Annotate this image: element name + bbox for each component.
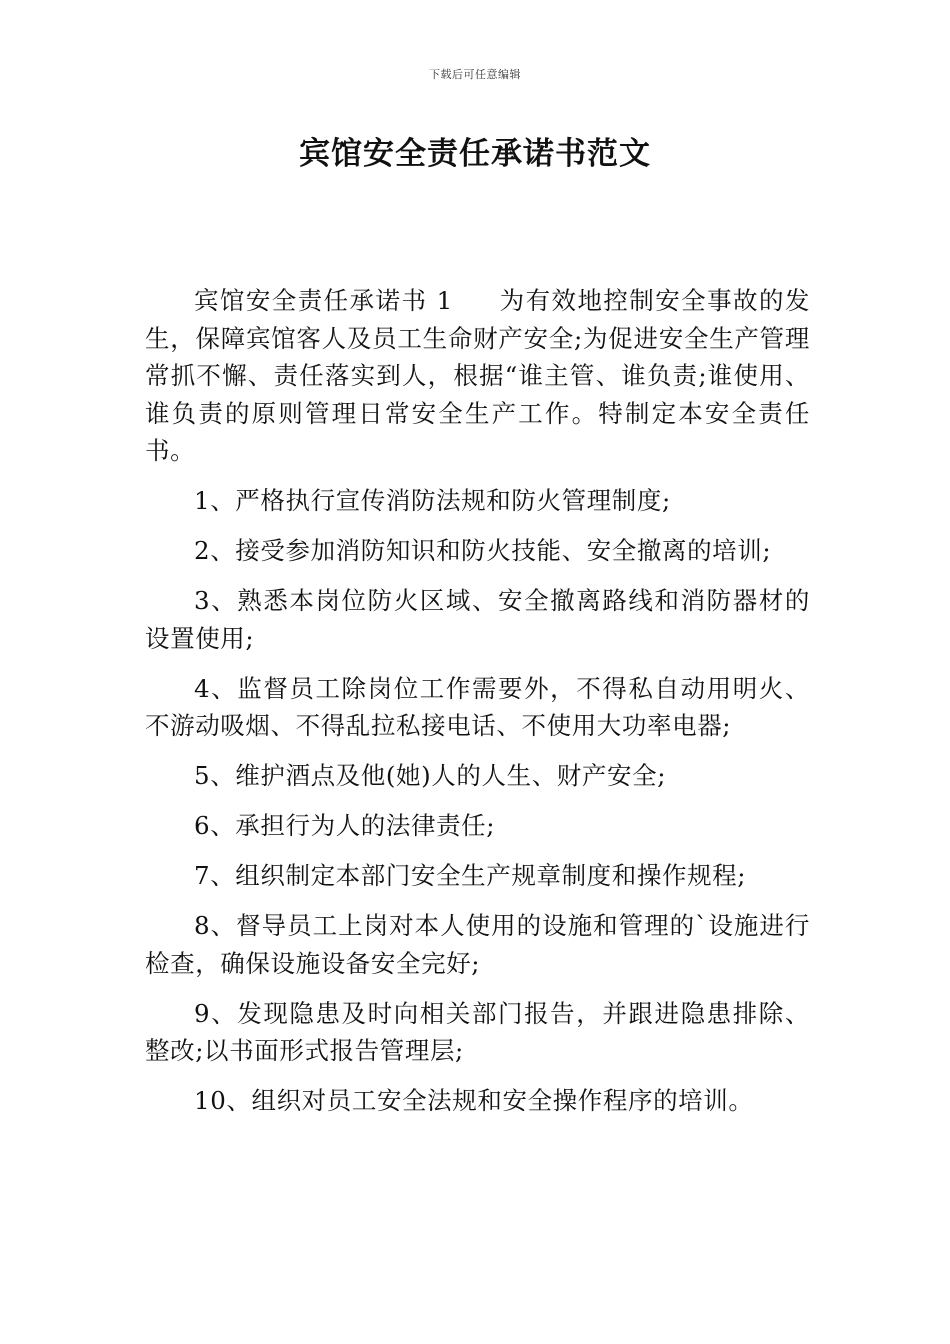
intro-text: 为有效地控制安全事故的发生，保障宾馆客人及员工生命财产安全;为促进安全生产管理常抓不懈、责任落实到人，根据“谁主管、谁负责;谁使用、谁负责的原则管理日常安全生产工作。特制定本安全责任书。 (145, 286, 810, 465)
header-note: 下载后可任意编辑 (429, 68, 521, 81)
list-item-3: 3、熟悉本岗位防火区域、安全撤离路线和消防器材的设置使用; (145, 586, 810, 653)
list-item-2: 2、接受参加消防知识和防火技能、安全撤离的培训; (194, 536, 772, 565)
intro-paragraph (145, 282, 810, 470)
list-item-6: 6、承担行为人的法律责任; (194, 811, 496, 840)
list-item-9: 9、发现隐患及时向相关部门报告，并跟进隐患排除、整改;以书面形式报告管理层; (145, 998, 810, 1065)
list-item-5: 5、维护酒点及他(她)人的人生、财产安全; (194, 761, 667, 790)
document-title: 宾馆安全责任承诺书范文 (299, 136, 651, 172)
list-item-10: 10、组织对员工安全法规和安全操作程序的培训。 (194, 1086, 754, 1115)
intro-heading: 宾馆安全责任承诺书 1 (194, 286, 453, 315)
list-item-7: 7、组织制定本部门安全生产规章制度和操作规程; (194, 861, 747, 890)
list-item-4: 4、监督员工除岗位工作需要外，不得私自动用明火、不游动吸烟、不得乱拉私接电话、不使用大功率电器; (145, 673, 810, 740)
document-body (145, 282, 810, 1120)
list-item-1: 1、严格执行宣传消防法规和防火管理制度; (194, 486, 671, 515)
list-item-8: 8、督导员工上岗对本人使用的设施和管理的`设施进行检查，确保设施设备安全完好; (145, 911, 810, 978)
